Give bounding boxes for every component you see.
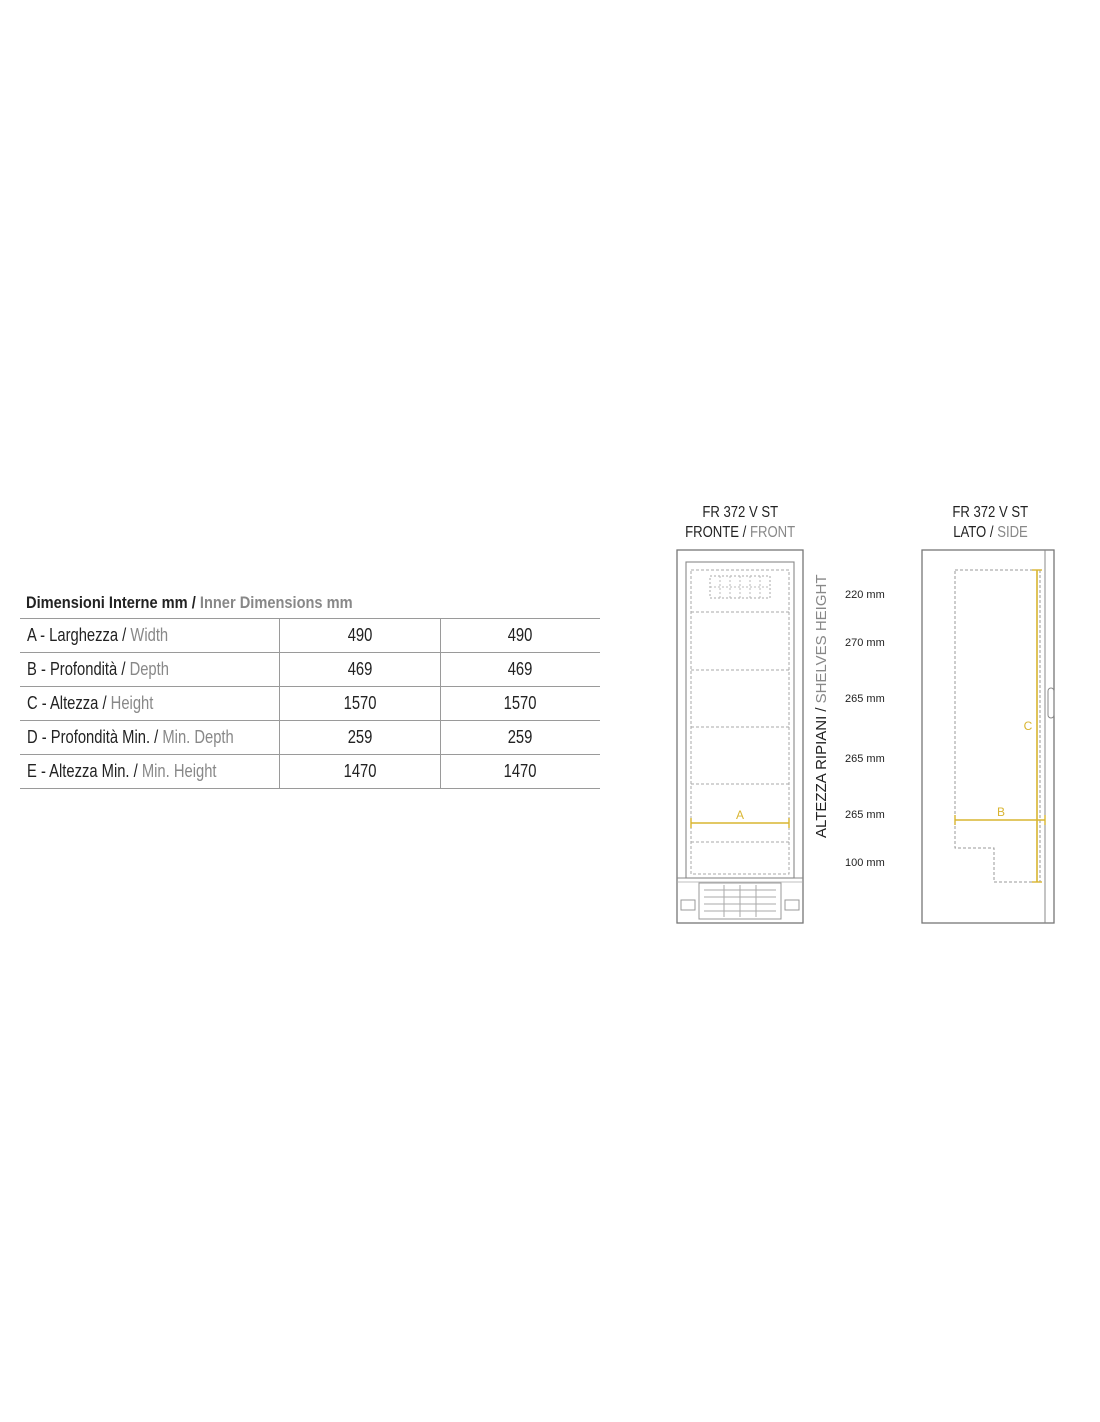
depth-label: B — [996, 805, 1006, 819]
front-door-frame — [686, 562, 794, 878]
shelf-spacing-labels — [845, 589, 885, 869]
spacing-label-4: 265 mm — [845, 753, 885, 765]
front-outer-outline — [677, 550, 803, 923]
spacing-label-3: 265 mm — [845, 693, 885, 705]
row-value-1: 490 — [280, 619, 440, 653]
left-foot — [681, 900, 695, 910]
side-view-it: LATO / — [952, 524, 994, 541]
front-inner-cavity — [691, 570, 789, 874]
side-view-drawing — [922, 550, 1054, 923]
top-grille — [710, 576, 770, 598]
row-value-1: 1570 — [280, 687, 440, 721]
row-label-en: Depth — [129, 659, 169, 679]
table-title-it: Dimensioni Interne mm / — [26, 593, 196, 612]
width-dimension-a — [691, 808, 789, 828]
depth-dimension-b — [955, 805, 1045, 825]
side-model: FR 372 V ST — [952, 504, 1028, 521]
spacing-label-2: 270 mm — [845, 637, 885, 649]
row-label-it: C - Altezza / — [27, 693, 107, 713]
front-view-drawing — [677, 550, 885, 923]
row-value-2: 1570 — [440, 687, 600, 721]
row-label-it: E - Altezza Min. / — [27, 761, 138, 781]
row-label-en: Height — [110, 693, 154, 713]
side-outer-outline — [922, 550, 1054, 923]
row-value-2: 469 — [440, 653, 600, 687]
row-label-en: Width — [130, 625, 169, 645]
row-value-1: 1470 — [280, 755, 440, 789]
front-view-en: FRONT — [749, 524, 796, 541]
row-value-2: 259 — [440, 721, 600, 755]
row-label-it: B - Profondità / — [27, 659, 126, 679]
shelves-height-label: ALTEZZA RIPIANI /SHELVES HEIGHT — [813, 574, 830, 838]
row-value-2: 1470 — [440, 755, 600, 789]
row-label-en: Min. Depth — [162, 727, 234, 747]
height-dimension-c — [1024, 570, 1042, 882]
spacing-label-1: 220 mm — [845, 589, 885, 601]
front-view-it: FRONTE / — [684, 524, 747, 541]
table-title-en: Inner Dimensions mm — [199, 593, 353, 612]
row-value-2: 490 — [440, 619, 600, 653]
row-value-1: 259 — [280, 721, 440, 755]
row-label-it: A - Larghezza / — [27, 625, 127, 645]
door-handle — [1048, 688, 1054, 718]
base-vent — [677, 878, 803, 919]
spacing-label-6: 100 mm — [845, 857, 885, 869]
front-model: FR 372 V ST — [702, 504, 778, 521]
right-foot — [785, 900, 799, 910]
row-label-it: D - Profondità Min. / — [27, 727, 159, 747]
row-label-en: Min. Height — [141, 761, 217, 781]
height-label: C — [1023, 719, 1033, 733]
width-label: A — [735, 808, 745, 822]
spacing-label-5: 265 mm — [845, 809, 885, 821]
side-view-en: SIDE — [996, 524, 1028, 541]
row-value-1: 469 — [280, 653, 440, 687]
